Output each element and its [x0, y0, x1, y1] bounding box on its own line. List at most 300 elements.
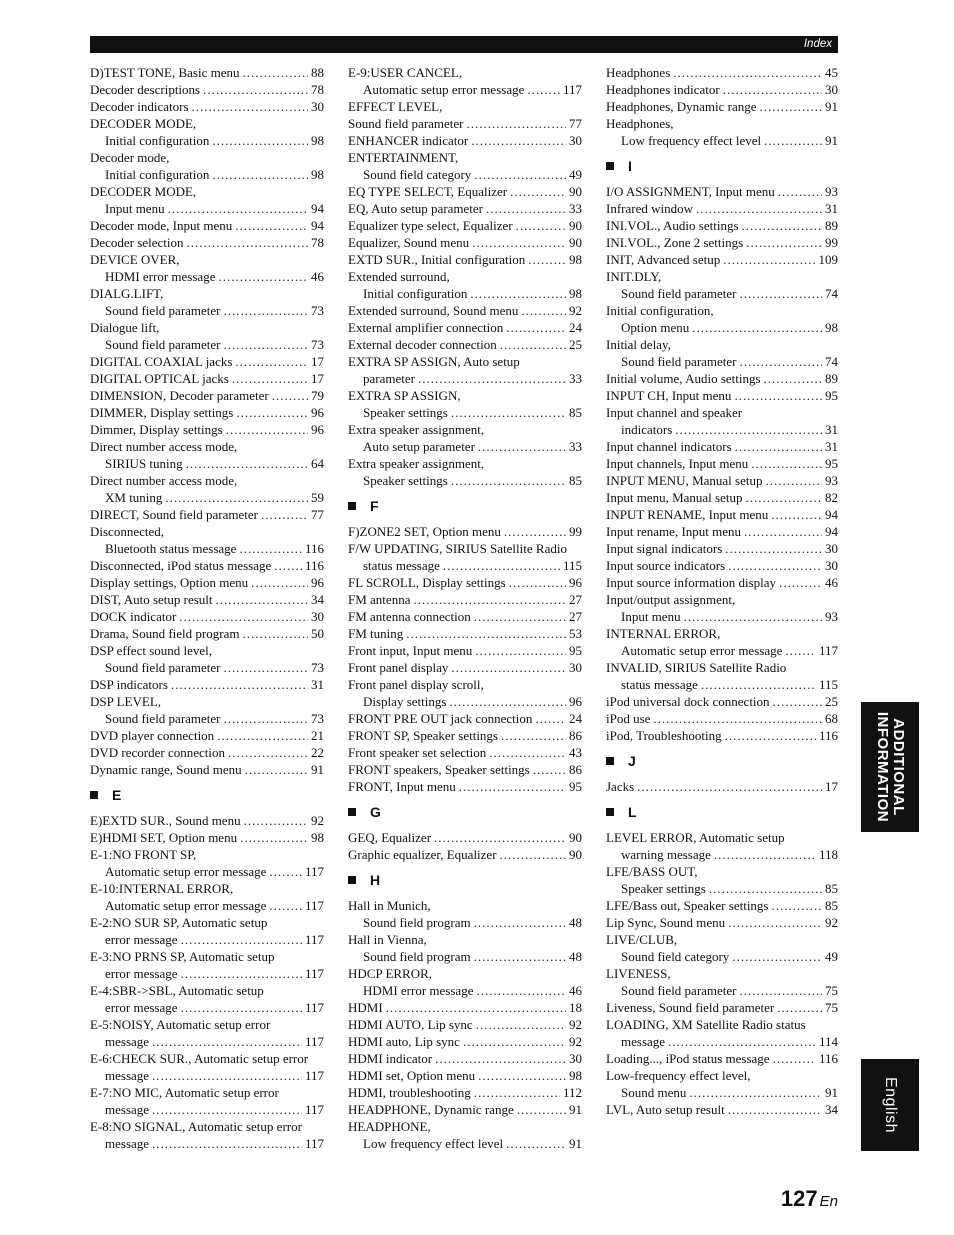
index-subentry [348, 404, 582, 421]
page-ref: 98 [311, 133, 324, 148]
index-entry [606, 404, 838, 421]
entry-term: Disconnected, [90, 524, 165, 539]
index-entry [348, 217, 582, 234]
page-ref: 30 [311, 99, 324, 114]
entry-term: DIMENSION, Decoder parameter [90, 388, 269, 403]
entry-term: Extended surround, Sound menu [348, 303, 519, 318]
dot-leader [772, 897, 823, 914]
page-ref: 98 [311, 830, 324, 845]
dot-leader [171, 676, 308, 693]
entry-term: FL SCROLL, Display settings [348, 575, 506, 590]
entry-term: Hall in Vienna, [348, 932, 427, 947]
dot-leader [516, 217, 566, 234]
index-entry [348, 676, 582, 693]
dot-leader [728, 1101, 822, 1118]
index-entry [606, 217, 838, 234]
index-entry [90, 234, 324, 251]
entry-term: Sound field program [363, 915, 471, 930]
index-subentry [348, 557, 582, 574]
index-entry [606, 455, 838, 472]
index-subentry [90, 1067, 324, 1084]
page-ref: 73 [311, 337, 324, 352]
section-letter: F [370, 498, 379, 514]
entry-term: INPUT CH, Input menu [606, 388, 732, 403]
entry-term: HDMI error message [105, 269, 216, 284]
entry-term: Direct number access mode, [90, 439, 238, 454]
index-entry [348, 200, 582, 217]
index-subentry [90, 863, 324, 880]
index-entry [606, 200, 838, 217]
page-ref: 90 [569, 830, 582, 845]
dot-leader [212, 132, 308, 149]
dot-leader [274, 557, 302, 574]
dot-leader [728, 557, 822, 574]
section-heading [348, 795, 582, 829]
dot-leader [459, 778, 566, 795]
page-ref: 91 [311, 762, 324, 777]
entry-term: Decoder mode, [90, 150, 170, 165]
entry-term: Input/output assignment, [606, 592, 736, 607]
index-entry [606, 183, 838, 200]
entry-term: E-9:USER CANCEL, [348, 65, 463, 80]
index-entry [606, 1050, 838, 1067]
index-subentry [90, 540, 324, 557]
entry-term: HDMI auto, Lip sync [348, 1034, 460, 1049]
dot-leader [240, 829, 308, 846]
section-heading [606, 744, 838, 778]
page-ref: 25 [569, 337, 582, 352]
dot-leader [152, 1135, 302, 1152]
page-ref: 90 [569, 218, 582, 233]
page-ref: 49 [825, 949, 838, 964]
index-entry [90, 98, 324, 115]
index-entry [348, 353, 582, 370]
entry-term: message [105, 1034, 150, 1049]
dot-leader [224, 659, 308, 676]
page-ref: 96 [311, 575, 324, 590]
page-ref: 79 [311, 388, 324, 403]
entry-term: Sound field parameter [348, 116, 464, 131]
entry-term: LEVEL ERROR, Automatic setup [606, 830, 785, 845]
entry-term: INPUT MENU, Manual setup [606, 473, 763, 488]
index-subentry [90, 710, 324, 727]
entry-term: FRONT, Input menu [348, 779, 456, 794]
dot-leader [470, 285, 566, 302]
dot-leader [764, 132, 822, 149]
entry-term: Dimmer, Display settings [90, 422, 223, 437]
page-ref: 21 [311, 728, 324, 743]
dot-leader [773, 1050, 816, 1067]
entry-term: Input menu, Manual setup [606, 490, 743, 505]
entry-term: LVL, Auto setup result [606, 1102, 725, 1117]
language-tab [861, 1059, 919, 1151]
entry-term: Headphones, Dynamic range [606, 99, 757, 114]
entry-term: E)EXTD SUR., Sound menu [90, 813, 241, 828]
page-ref: 116 [818, 1051, 838, 1066]
index-subentry [606, 676, 838, 693]
section-letter: I [628, 158, 632, 174]
page-ref: 115 [818, 677, 838, 692]
dot-leader [735, 438, 822, 455]
entry-term: FM antenna connection [348, 609, 471, 624]
page-ref: 96 [569, 575, 582, 590]
page-ref: 31 [825, 422, 838, 437]
index-entry [348, 727, 582, 744]
index-entry [606, 506, 838, 523]
entry-term: LFE/BASS OUT, [606, 864, 698, 879]
page-ref: 82 [825, 490, 838, 505]
dot-leader [709, 880, 822, 897]
dot-leader [765, 472, 822, 489]
entry-term: HDMI error message [363, 983, 474, 998]
index-subentry [90, 1033, 324, 1050]
dot-leader [478, 1067, 566, 1084]
index-entry [348, 744, 582, 761]
index-entry [606, 557, 838, 574]
index-entry [348, 1067, 582, 1084]
page-ref: 24 [569, 711, 582, 726]
index-entry [348, 778, 582, 795]
index-entry [348, 1084, 582, 1101]
page-ref: 117 [304, 1136, 324, 1151]
page-ref: 117 [304, 1102, 324, 1117]
dot-leader [224, 302, 308, 319]
dot-leader [533, 761, 566, 778]
index-entry [606, 1101, 838, 1118]
index-entry [90, 115, 324, 132]
entry-term: warning message [621, 847, 711, 862]
index-entry [606, 931, 838, 948]
page-ref: 30 [569, 1051, 582, 1066]
entry-term: message [105, 1068, 150, 1083]
index-entry [606, 625, 838, 642]
index-entry [348, 1016, 582, 1033]
dot-leader [476, 1016, 566, 1033]
index-entry [90, 251, 324, 268]
entry-term: Display settings [363, 694, 447, 709]
entry-term: E-7:NO MIC, Automatic setup error [90, 1085, 279, 1100]
index-entry [348, 1118, 582, 1135]
entry-term: HDMI indicator [348, 1051, 433, 1066]
entry-term: DIALG.LIFT, [90, 286, 164, 301]
page-ref: 17 [825, 779, 838, 794]
dot-leader [751, 455, 822, 472]
index-subentry [606, 982, 838, 999]
page-ref: 64 [311, 456, 324, 471]
entry-term: status message [363, 558, 440, 573]
index-entry [606, 523, 838, 540]
index-subentry [90, 302, 324, 319]
index-entry [606, 438, 838, 455]
index-subentry [90, 659, 324, 676]
page-ref: 78 [311, 82, 324, 97]
entry-term: Input menu [105, 201, 165, 216]
index-entry [348, 336, 582, 353]
entry-term: Front speaker set selection [348, 745, 487, 760]
dot-leader [186, 234, 308, 251]
entry-term: Sound field category [363, 167, 472, 182]
dot-leader [232, 370, 308, 387]
index-entry [90, 438, 324, 455]
dot-leader [192, 98, 308, 115]
index-entry [606, 336, 838, 353]
entry-term: DIGITAL OPTICAL jacks [90, 371, 229, 386]
entry-term: DIGITAL COAXIAL jacks [90, 354, 233, 369]
entry-term: E-5:NOISY, Automatic setup error [90, 1017, 271, 1032]
dot-leader [771, 506, 822, 523]
index-entry [606, 234, 838, 251]
entry-term: DIST, Auto setup result [90, 592, 213, 607]
index-entry [606, 302, 838, 319]
section-heading [348, 863, 582, 897]
entry-term: Speaker settings [363, 473, 448, 488]
page-ref: 78 [311, 235, 324, 250]
section-letter: J [628, 753, 636, 769]
entry-term: E)HDMI SET, Option menu [90, 830, 238, 845]
page-ref: 31 [825, 201, 838, 216]
language-tab-label: English [881, 1077, 899, 1133]
entry-term: DIMMER, Display settings [90, 405, 234, 420]
index-entry [348, 149, 582, 166]
index-entry [90, 506, 324, 523]
dot-leader [269, 863, 302, 880]
index-subentry [348, 166, 582, 183]
entry-term: FM antenna [348, 592, 411, 607]
entry-term: Input channel indicators [606, 439, 732, 454]
dot-leader [463, 1033, 566, 1050]
dot-leader [434, 829, 566, 846]
dot-leader [653, 710, 822, 727]
entry-term: error message [105, 932, 178, 947]
dot-leader [251, 574, 308, 591]
page-ref: 117 [304, 1034, 324, 1049]
entry-term: Front input, Input menu [348, 643, 473, 658]
index-subentry [348, 1135, 582, 1152]
index-subentry [606, 608, 838, 625]
index-entry [90, 880, 324, 897]
index-subentry [606, 948, 838, 965]
entry-term: Sound field program [363, 949, 471, 964]
dot-leader [152, 1101, 302, 1118]
index-entry [348, 319, 582, 336]
entry-term: Jacks [606, 779, 635, 794]
entry-term: Direct number access mode, [90, 473, 238, 488]
dot-leader [203, 81, 308, 98]
page-ref: 114 [818, 1034, 838, 1049]
page-ref: 117 [304, 864, 324, 879]
index-entry [606, 693, 838, 710]
index-entry [606, 540, 838, 557]
entry-term: GEQ, Equalizer [348, 830, 432, 845]
index-subentry [348, 285, 582, 302]
index-entry [348, 387, 582, 404]
index-entry [90, 914, 324, 931]
dot-leader [745, 489, 822, 506]
dot-leader [517, 1101, 566, 1118]
entry-term: Front panel display [348, 660, 449, 675]
page-ref: 49 [569, 167, 582, 182]
dot-leader [777, 999, 822, 1016]
entry-term: Sound menu [621, 1085, 687, 1100]
page-ref: 59 [311, 490, 324, 505]
entry-term: XM tuning [105, 490, 163, 505]
index-subentry [348, 948, 582, 965]
entry-term: Hall in Munich, [348, 898, 431, 913]
dot-leader [734, 387, 822, 404]
dot-leader [474, 1084, 560, 1101]
entry-term: Sound field parameter [105, 303, 221, 318]
index-column-3 [606, 64, 838, 1118]
page-ref: 96 [311, 422, 324, 437]
entry-term: DOCK indicator [90, 609, 177, 624]
index-entry [348, 251, 582, 268]
dot-leader [506, 319, 566, 336]
entry-term: ENHANCER indicator [348, 133, 469, 148]
page-ref: 116 [818, 728, 838, 743]
index-entry [90, 591, 324, 608]
index-entry [348, 132, 582, 149]
index-subentry [348, 438, 582, 455]
page-ref: 77 [311, 507, 324, 522]
page-ref: 48 [569, 915, 582, 930]
index-subentry [606, 1084, 838, 1101]
entry-term: HDMI, troubleshooting [348, 1085, 471, 1100]
section-letter: E [112, 787, 122, 803]
dot-leader [528, 251, 566, 268]
entry-term: Equalizer, Sound menu [348, 235, 470, 250]
index-entry [348, 761, 582, 778]
side-tab-line-2: INFORMATION [874, 711, 891, 823]
index-entry [90, 829, 324, 846]
index-entry [90, 472, 324, 489]
dot-leader [785, 642, 816, 659]
page-ref: 73 [311, 711, 324, 726]
square-bullet-icon [606, 162, 614, 170]
dot-leader [152, 1067, 302, 1084]
entry-term: Decoder selection [90, 235, 184, 250]
page-ref: 85 [569, 473, 582, 488]
entry-term: DSP effect sound level, [90, 643, 213, 658]
dot-leader [181, 931, 302, 948]
index-subentry [348, 914, 582, 931]
entry-term: Front panel display scroll, [348, 677, 484, 692]
index-entry [90, 1118, 324, 1135]
square-bullet-icon [90, 791, 98, 799]
dot-leader [740, 285, 822, 302]
index-entry [348, 540, 582, 557]
page-ref: 98 [569, 1068, 582, 1083]
entry-term: Sound field parameter [105, 660, 221, 675]
index-subentry [90, 200, 324, 217]
index-entry [90, 387, 324, 404]
entry-term: E-4:SBR->SBL, Automatic setup [90, 983, 264, 998]
dot-leader [435, 1050, 566, 1067]
entry-term: HEADPHONE, Dynamic range [348, 1102, 514, 1117]
entry-term: EXTD SUR., Initial configuration [348, 252, 526, 267]
index-subentry [348, 81, 582, 98]
index-entry [90, 353, 324, 370]
page-ref: 73 [311, 303, 324, 318]
page-ref: 75 [825, 983, 838, 998]
entry-term: DVD recorder connection [90, 745, 225, 760]
dot-leader [386, 999, 566, 1016]
dot-leader [527, 81, 560, 98]
entry-term: Dialogue lift, [90, 320, 160, 335]
dot-leader [474, 608, 566, 625]
index-entry [606, 64, 838, 81]
entry-term: LOADING, XM Satellite Radio status [606, 1017, 806, 1032]
index-entry [348, 1050, 582, 1067]
entry-term: Liveness, Sound field parameter [606, 1000, 775, 1015]
index-entry [606, 659, 838, 676]
entry-term: Initial configuration, [606, 303, 714, 318]
page-ref: 117 [562, 82, 582, 97]
entry-term: Input channel and speaker [606, 405, 743, 420]
index-entry [348, 268, 582, 285]
page-ref: 86 [569, 762, 582, 777]
index-column-1 [90, 64, 324, 1152]
page-ref: 117 [304, 1000, 324, 1015]
index-entry [90, 608, 324, 625]
index-entry [348, 829, 582, 846]
page-ref: 116 [304, 558, 324, 573]
entry-term: Infrared window [606, 201, 693, 216]
entry-term: Headphones, [606, 116, 674, 131]
page-ref: 74 [825, 286, 838, 301]
entry-term: EQ, Auto setup parameter [348, 201, 484, 216]
square-bullet-icon [348, 876, 356, 884]
dot-leader [714, 846, 816, 863]
index-entry [348, 574, 582, 591]
index-column-2 [348, 64, 582, 1152]
entry-term: FRONT PRE OUT jack connection [348, 711, 533, 726]
entry-term: Headphones [606, 65, 671, 80]
page-ref: 30 [569, 660, 582, 675]
dot-leader [216, 591, 308, 608]
section-heading [606, 795, 838, 829]
index-entry [606, 591, 838, 608]
index-entry [348, 931, 582, 948]
section-heading [606, 149, 838, 183]
index-entry [606, 472, 838, 489]
index-entry [348, 591, 582, 608]
page-ref: 30 [825, 82, 838, 97]
dot-leader [224, 336, 308, 353]
page-ref: 95 [569, 643, 582, 658]
page-ref: 50 [311, 626, 324, 641]
entry-term: Sound field parameter [105, 337, 221, 352]
page-ref: 95 [825, 456, 838, 471]
entry-term: Automatic setup error message [105, 864, 267, 879]
page-ref: 91 [569, 1136, 582, 1151]
index-subentry [90, 1135, 324, 1152]
dot-leader [673, 64, 822, 81]
index-subentry [606, 1033, 838, 1050]
index-subentry [606, 880, 838, 897]
page-ref: 115 [562, 558, 582, 573]
entry-term: Sound field parameter [621, 286, 737, 301]
index-subentry [90, 489, 324, 506]
index-entry [348, 455, 582, 472]
dot-leader [228, 744, 308, 761]
page-ref: 95 [569, 779, 582, 794]
page-ref: 25 [825, 694, 838, 709]
dot-leader [740, 353, 822, 370]
entry-term: E-8:NO SIGNAL, Automatic setup error [90, 1119, 302, 1134]
index-subentry [90, 931, 324, 948]
dot-leader [235, 353, 308, 370]
entry-term: INIT.DLY, [606, 269, 662, 284]
